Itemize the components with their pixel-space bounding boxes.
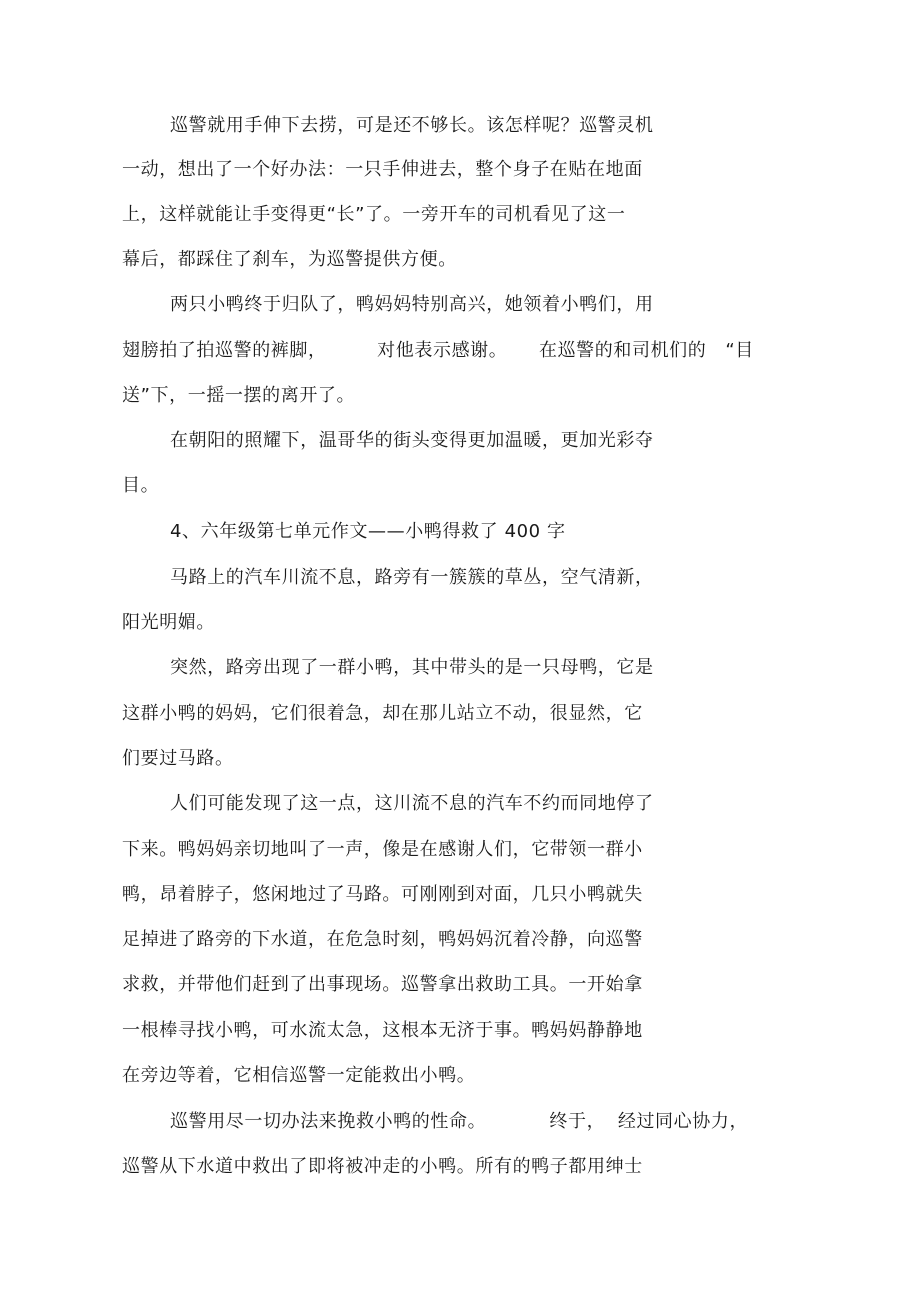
text-line: 人们可能发现了这一点，这川流不息的汽车不约而同地停了: [170, 793, 654, 814]
text-line: 马路上的汽车川流不息，路旁有一簇簇的草丛，空气清新，: [170, 567, 654, 588]
section-heading: 4、六年级第七单元作文——小鸭得救了 400 字: [170, 521, 566, 542]
text-line: 送”下，一摇一摆的离开了。: [122, 385, 356, 406]
text-line: 巡警就用手伸下去捞，可是还不够长。该怎样呢？巡警灵机: [170, 115, 654, 136]
text-line: 巡警用尽一切办法来挽救小鸭的性命。 终于， 经过同心协力，: [170, 1111, 749, 1132]
text-line: 两只小鸭终于归队了，鸭妈妈特别高兴，她领着小鸭们，用: [170, 294, 654, 315]
text-line: 一动，想出了一个好办法：一只手伸进去，整个身子在贴在地面: [122, 159, 643, 180]
text-line: 突然，路旁出现了一群小鸭，其中带头的是一只母鸭，它是: [170, 657, 654, 678]
text-line: 们要过马路。: [122, 748, 234, 769]
text-line: 在旁边等着，它相信巡警一定能救出小鸭。: [122, 1065, 476, 1086]
text-line: 阳光明媚。: [122, 612, 215, 633]
text-line: 鸭，昂着脖子，悠闲地过了马路。可刚刚到对面，几只小鸭就失: [122, 884, 643, 905]
text-line: 上，这样就能让手变得更“长”了。一旁开车的司机看见了这一: [122, 204, 626, 225]
text-line: 这群小鸭的妈妈，它们很着急，却在那儿站立不动，很显然，它: [122, 703, 643, 724]
text-line: 下来。鸭妈妈亲切地叫了一声，像是在感谢人们，它带领一群小: [122, 839, 643, 860]
text-line: 足掉进了路旁的下水道，在危急时刻，鸭妈妈沉着冷静，向巡警: [122, 929, 643, 950]
text-line: 幕后，都踩住了刹车，为巡警提供方便。: [122, 249, 457, 270]
text-line: 巡警从下水道中救出了即将被冲走的小鸭。所有的鸭子都用绅士: [122, 1156, 643, 1177]
text-line: 翅膀拍了拍巡警的裤脚， 对他表示感谢。 在巡警的和司机们的 “目: [122, 340, 754, 361]
text-line: 目。: [122, 475, 160, 496]
text-line: 在朝阳的照耀下，温哥华的街头变得更加温暖，更加光彩夺: [170, 430, 654, 451]
text-line: 一根棒寻找小鸭，可水流太急，这根本无济于事。鸭妈妈静静地: [122, 1020, 643, 1041]
text-line: 求救，并带他们赶到了出事现场。巡警拿出救助工具。一开始拿: [122, 974, 643, 995]
